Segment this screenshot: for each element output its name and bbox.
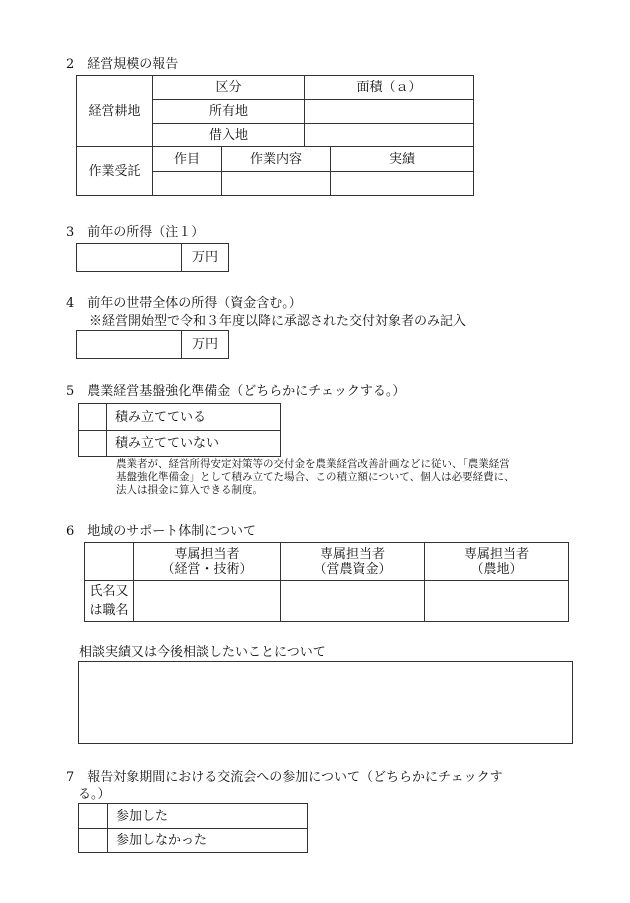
col2-line2: （営農資金） (313, 561, 392, 577)
label-sanka-shita: 参加した (108, 804, 308, 829)
header-sakumoku: 作目 (153, 147, 222, 172)
note-line-3: 法人は損金に算入できる制度。 (116, 484, 263, 496)
input-household-income[interactable] (77, 331, 182, 359)
input-income[interactable] (77, 244, 182, 272)
unit-man-en-2: 万円 (182, 331, 229, 359)
col1-line2: （経営・技術） (161, 561, 253, 577)
label-sagyou-jutaku: 作業受託 (77, 147, 153, 196)
input-sagyou-naiyou[interactable] (222, 172, 331, 196)
input-tantou-nouchi[interactable] (425, 581, 569, 622)
income-table (76, 243, 229, 272)
label-sanka-shinakatta: 参加しなかった (108, 829, 308, 853)
management-scale-table (76, 75, 474, 196)
header-nouchi (425, 543, 569, 581)
unit-man-en: 万円 (182, 244, 229, 272)
reserve-fund-table (78, 403, 281, 457)
support-corner (85, 543, 134, 581)
consult-textarea[interactable] (78, 661, 573, 744)
section-7-heading: 7 報告対象期間における交流会への参加について（どちらかにチェックす (66, 770, 503, 785)
col2-line1: 専属担当者 (319, 546, 385, 562)
exchange-meeting-table (78, 803, 308, 853)
header-einou-shikin (281, 543, 425, 581)
row-line1: 氏名又 (89, 584, 129, 599)
section-4-heading: 4 前年の世帯全体の所得（資金含む。） (66, 296, 302, 311)
input-tantou-keiei[interactable] (134, 581, 281, 622)
note-line-2: 基盤強化準備金」として積み立てた場合、この積立額について、個人は必要経費に、 (116, 471, 515, 483)
label-keiei-kouchi: 経営耕地 (77, 76, 153, 147)
col3-line1: 専属担当者 (463, 546, 529, 562)
header-kubun: 区分 (153, 76, 305, 100)
consult-label: 相談実績又は今後相談したいことについて (79, 645, 326, 660)
section-2-heading: 2 経営規模の報告 (66, 57, 179, 72)
household-income-table (76, 330, 229, 359)
header-sagyou-naiyou: 作業内容 (222, 147, 331, 172)
label-shakunyuchi: 借入地 (153, 124, 305, 147)
reserve-fund-note (116, 458, 515, 497)
checkbox-tsumitate-teinai[interactable] (79, 431, 107, 457)
section-4-note: ※経営開始型で令和３年度以降に承認された交付対象者のみ記入 (89, 314, 467, 329)
row-line2: は職名 (89, 603, 129, 618)
checkbox-sanka-shinakatta[interactable] (79, 829, 108, 853)
label-tsumitate-teiru: 積み立てている (107, 404, 281, 431)
input-jisseki[interactable] (331, 172, 474, 196)
section-3-heading: 3 前年の所得（注１） (66, 225, 205, 240)
label-shimei-shokumei (85, 581, 134, 622)
col3-line2: （農地） (470, 561, 523, 577)
input-shoyuchi-area[interactable] (305, 100, 474, 124)
checkbox-sanka-shita[interactable] (79, 804, 108, 829)
header-jisseki: 実績 (331, 147, 474, 172)
section-7-heading-cont: る。） (78, 787, 111, 802)
header-menseki: 面積（ａ） (305, 76, 474, 100)
input-tantou-shikin[interactable] (281, 581, 425, 622)
support-system-table (84, 542, 569, 622)
input-sakumoku[interactable] (153, 172, 222, 196)
label-tsumitate-teinai: 積み立てていない (107, 431, 281, 457)
input-shakunyuchi-area[interactable] (305, 124, 474, 147)
note-line-1: 農業者が、経営所得安定対策等の交付金を農業経営改善計画などに従い、「農業経営 (116, 458, 510, 470)
section-5-heading: 5 農業経営基盤強化準備金（どちらかにチェックする。） (66, 384, 406, 399)
header-keiei-gijutsu (134, 543, 281, 581)
label-shoyuchi: 所有地 (153, 100, 305, 124)
checkbox-tsumitate-teiru[interactable] (79, 404, 107, 431)
col1-line1: 専属担当者 (174, 546, 240, 562)
section-6-heading: 6 地域のサポート体制について (66, 524, 257, 539)
